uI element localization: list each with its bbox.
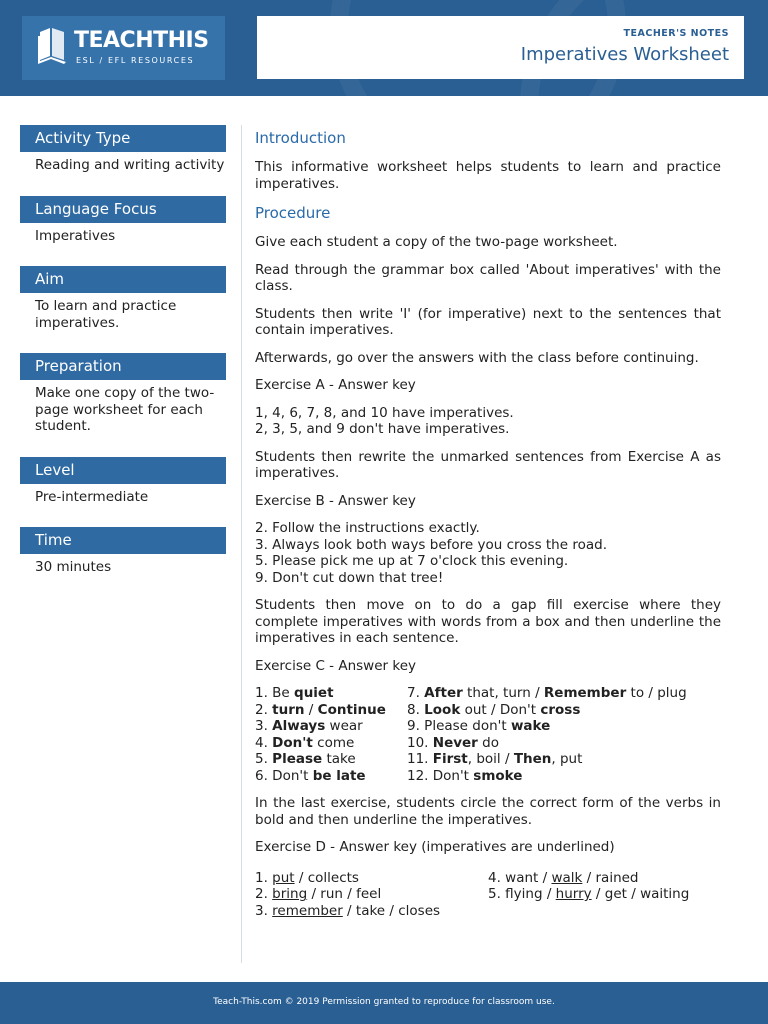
book-icon (36, 26, 68, 66)
exercise-b-label: Exercise B - Answer key (255, 492, 416, 509)
exercise-b-answers (255, 520, 721, 586)
highlighted-word: turn (272, 701, 305, 718)
procedure-step: Students then rewrite the unmarked sentences from Exercise A as imperatives. (255, 448, 721, 481)
highlighted-word: hurry (555, 886, 592, 902)
answer-text: / collects (294, 869, 359, 886)
answer-text: / run / feel (307, 886, 382, 902)
answer-text: 2. (255, 886, 273, 902)
answers-left-column (255, 685, 407, 784)
answer-text: 12. Don't (407, 767, 474, 784)
answer-text: 4. (255, 734, 273, 751)
teachthis-logo[interactable] (22, 16, 225, 80)
answer-text: come (312, 734, 355, 751)
answer-line (407, 685, 721, 702)
answer-line (407, 718, 721, 735)
introduction-heading: Introduction (255, 129, 346, 147)
answer-line (255, 751, 407, 768)
procedure-step: Students then write 'I' (for imperative) next to the sentences that contain imperatives. (255, 305, 721, 338)
activity-type-section (20, 125, 226, 174)
title-box (257, 16, 744, 79)
highlighted-word: smoke (473, 767, 523, 784)
brand-name: TEACHTHIS (74, 28, 209, 53)
answer-text: 5. (255, 751, 273, 767)
answer-text: that, turn / (462, 685, 544, 701)
highlighted-word: remember (272, 902, 343, 919)
section-heading: Activity Type (20, 125, 226, 152)
section-heading: Language Focus (20, 196, 226, 223)
introduction-text: This informative worksheet helps students to learn and practice imperatives. (255, 159, 721, 192)
answer-text: 1. Be (255, 685, 295, 701)
answer-text: , boil / (467, 751, 514, 767)
highlighted-word: walk (551, 869, 583, 886)
answer-line (255, 718, 407, 735)
answer-text: 11. (407, 751, 433, 767)
highlighted-word: Always (272, 718, 326, 734)
answer-text: 4. want / (488, 869, 552, 886)
answer-line (488, 870, 721, 887)
answer-text: 9. Please don't (407, 718, 511, 734)
answer-line (255, 903, 488, 920)
answer-line (407, 735, 721, 752)
section-text: To learn and practice imperatives. (35, 298, 177, 331)
highlighted-word: quiet (294, 685, 334, 701)
highlighted-word: Please (272, 751, 323, 767)
highlighted-word: Then (513, 751, 552, 767)
exercise-c-label: Exercise C - Answer key (255, 657, 416, 674)
procedure-step: Students then move on to do a gap fill exercise where they complete imperatives with words from a box and then underline the imperatives in each sentence. (255, 597, 721, 646)
answer-line (255, 886, 488, 903)
level-section (20, 457, 226, 506)
page-header (0, 0, 768, 96)
answer-line: 3. Always look both ways before you cross the road. (255, 536, 607, 553)
answer-line (255, 702, 407, 719)
answer-line (255, 768, 407, 785)
answer-text: out / Don't (460, 701, 541, 718)
answer-text: / (304, 701, 318, 718)
highlighted-word: Continue (317, 701, 386, 718)
answer-text: 3. (255, 718, 273, 734)
section-heading: Preparation (20, 353, 226, 380)
teacher-notes-label: TEACHER'S NOTES (623, 28, 729, 39)
answers-right-column (488, 870, 721, 920)
answer-text: wear (325, 718, 363, 734)
answer-line: 9. Don't cut down that tree! (255, 569, 444, 586)
highlighted-word: Never (432, 734, 478, 751)
page-footer (0, 982, 768, 1024)
answer-text: 6. Don't (255, 767, 313, 784)
highlighted-word: Look (424, 701, 461, 718)
procedure-step: Afterwards, go over the answers with the class before continuing. (255, 349, 699, 366)
highlighted-word: cross (540, 701, 581, 718)
column-divider (241, 125, 242, 963)
aim-section (20, 266, 226, 331)
answer-line (488, 886, 721, 903)
section-text: Reading and writing activity (35, 157, 225, 173)
section-text: Imperatives (35, 227, 116, 244)
info-sidebar (20, 125, 226, 598)
procedure-step: In the last exercise, students circle the correct form of the verbs in bold and then underline the imperatives. (255, 795, 721, 828)
answer-text: / get / waiting (591, 886, 690, 902)
highlighted-word: be late (312, 767, 366, 784)
answer-text: 2. (255, 701, 273, 718)
answer-text: 8. (407, 701, 425, 718)
answer-text: 1. (255, 869, 273, 886)
answer-text: 7. (407, 685, 425, 701)
answer-line: 1, 4, 6, 7, 8, and 10 have imperatives. (255, 404, 514, 421)
procedure-step: Read through the grammar box called 'About imperatives' with the class. (255, 261, 721, 294)
answers-right-column (407, 685, 721, 784)
preparation-section (20, 353, 226, 435)
language-focus-section (20, 196, 226, 245)
section-heading: Aim (20, 266, 226, 293)
answer-text: 5. flying / (488, 886, 556, 902)
answer-line: 2, 3, 5, and 9 don't have imperatives. (255, 421, 510, 437)
time-section (20, 527, 226, 576)
answer-text: / take / closes (342, 902, 441, 919)
main-content (255, 128, 721, 930)
worksheet-title: Imperatives Worksheet (520, 44, 729, 65)
answer-line (255, 870, 488, 887)
answer-text: 3. (255, 902, 273, 919)
answer-text: / rained (582, 869, 639, 886)
highlighted-word: After (424, 685, 463, 701)
answer-text: take (322, 751, 356, 767)
answer-line (255, 735, 407, 752)
section-heading: Time (20, 527, 226, 554)
highlighted-word: wake (510, 718, 551, 734)
highlighted-word: Don't (272, 734, 313, 751)
highlighted-word: Remember (543, 685, 627, 701)
section-heading: Level (20, 457, 226, 484)
answer-line (407, 768, 721, 785)
exercise-d-answers (255, 870, 721, 920)
section-text: Make one copy of the two-page worksheet for each student. (35, 385, 215, 434)
answer-text: do (477, 734, 499, 751)
highlighted-word: put (272, 869, 295, 886)
answers-left-column (255, 870, 488, 920)
brand-tagline: ESL / EFL RESOURCES (76, 56, 195, 65)
answer-line: 2. Follow the instructions exactly. (255, 520, 480, 536)
exercise-a-answers (255, 405, 721, 438)
section-text: 30 minutes (35, 559, 112, 575)
answer-line: 5. Please pick me up at 7 o'clock this evening. (255, 553, 569, 569)
highlighted-word: bring (272, 886, 308, 902)
exercise-a-label: Exercise A - Answer key (255, 377, 416, 393)
copyright-text: Teach-This.com © 2019 Permission granted to reproduce for classroom use. (213, 997, 555, 1007)
answer-text: , put (551, 751, 583, 767)
section-text: Pre-intermediate (35, 488, 149, 505)
exercise-d-label: Exercise D - Answer key (imperatives are underlined) (255, 839, 615, 855)
answer-line (255, 685, 407, 702)
answer-text: 10. (407, 734, 433, 751)
exercise-c-answers (255, 685, 721, 784)
highlighted-word: First (432, 751, 468, 767)
procedure-step: Give each student a copy of the two-page worksheet. (255, 234, 618, 250)
procedure-heading: Procedure (255, 204, 331, 222)
answer-line (407, 702, 721, 719)
answer-text: to / plug (626, 685, 687, 701)
answer-line (407, 751, 721, 768)
